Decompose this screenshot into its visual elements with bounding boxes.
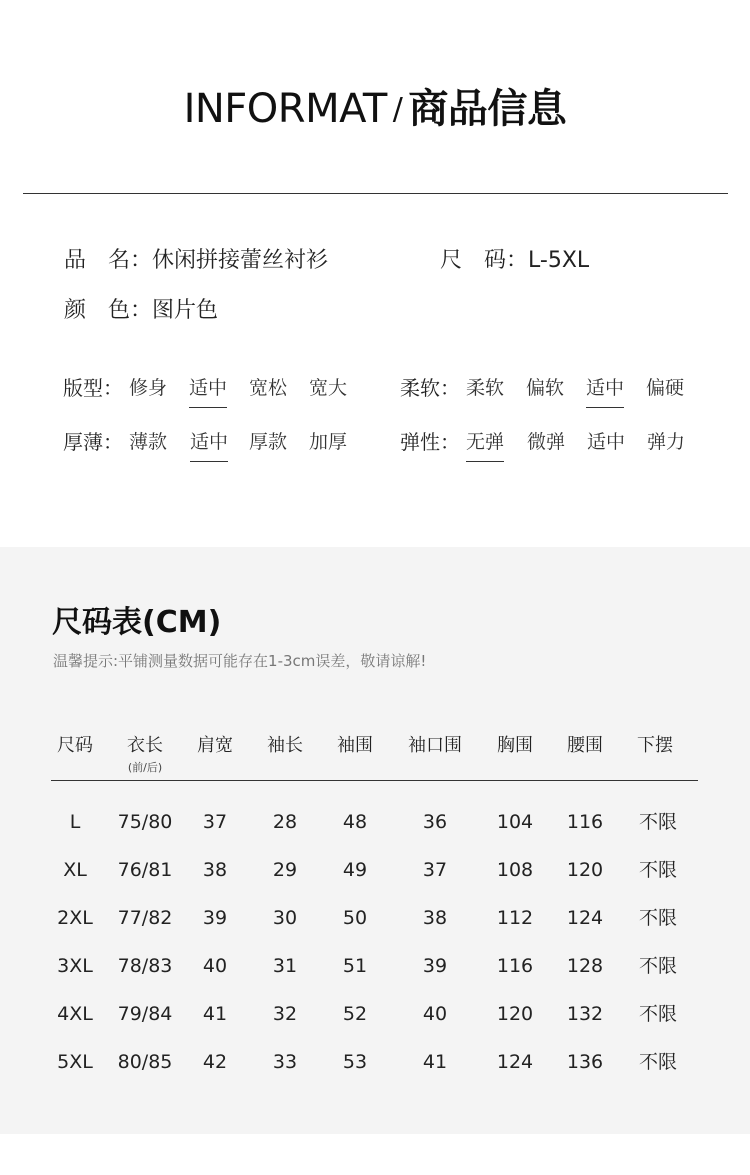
product-name-row (64, 247, 328, 275)
cell-cuff: 38 (422, 907, 448, 929)
attr-thickness-option: 厚款 (249, 431, 288, 453)
cell-cuff: 40 (422, 1003, 448, 1025)
cell-waist: 116 (566, 811, 604, 833)
attr-softness-option: 柔软 (466, 377, 505, 399)
product-size-row (440, 247, 589, 275)
title-en: INFORMAT (183, 86, 387, 132)
attr-thickness-option: 加厚 (309, 431, 348, 453)
cell-arm: 53 (342, 1051, 368, 1073)
attr-thickness-option: 薄款 (129, 431, 168, 453)
attr-softness-label: 柔软： (400, 376, 460, 400)
header-sleeve: 袖长 (267, 735, 303, 756)
cell-waist: 128 (566, 955, 604, 977)
cell-waist: 124 (566, 907, 604, 929)
cell-sleeve: 30 (272, 907, 298, 929)
cell-shoulder: 40 (202, 955, 228, 977)
size-chart-note: 温馨提示:平铺测量数据可能存在1-3cm误差，敬请谅解! (53, 652, 427, 670)
cell-chest: 124 (496, 1051, 534, 1073)
cell-cuff: 37 (422, 859, 448, 881)
cell-shoulder: 38 (202, 859, 228, 881)
header-length-sub: (前/后) (127, 761, 163, 774)
header-divider (23, 193, 728, 194)
cell-cuff: 39 (422, 955, 448, 977)
table-row (0, 999, 750, 1029)
cell-sleeve: 29 (272, 859, 298, 881)
cell-chest: 112 (496, 907, 534, 929)
table-row (0, 855, 750, 885)
cell-hem: 不限 (638, 1051, 678, 1073)
product-color-value: 图片色 (152, 298, 219, 323)
cell-chest: 116 (496, 955, 534, 977)
cell-size: 2XL (57, 907, 93, 929)
attr-elasticity-option: 适中 (587, 431, 626, 453)
cell-arm: 49 (342, 859, 368, 881)
cell-size: 4XL (57, 1003, 93, 1025)
attr-fit-option-selected: 适中 (189, 377, 228, 399)
attr-elasticity-label: 弹性： (400, 430, 460, 454)
attr-elasticity-option: 微弹 (527, 431, 566, 453)
attr-fit-label: 版型： (63, 376, 123, 400)
attr-thickness-label: 厚薄： (63, 430, 123, 454)
cell-length: 78/83 (117, 955, 173, 977)
cell-sleeve: 33 (272, 1051, 298, 1073)
table-divider (51, 780, 698, 781)
attr-softness-option: 偏软 (526, 377, 565, 399)
cell-chest: 104 (496, 811, 534, 833)
cell-hem: 不限 (638, 907, 678, 929)
cell-size: 5XL (57, 1051, 93, 1073)
cell-chest: 108 (496, 859, 534, 881)
header-cuff: 袖口围 (408, 735, 462, 756)
cell-waist: 136 (566, 1051, 604, 1073)
cell-waist: 120 (566, 859, 604, 881)
cell-shoulder: 37 (202, 811, 228, 833)
attr-elasticity-option-selected: 无弹 (466, 431, 505, 453)
cell-arm: 48 (342, 811, 368, 833)
cell-length: 75/80 (117, 811, 173, 833)
cell-hem: 不限 (638, 955, 678, 977)
header-chest: 胸围 (497, 735, 533, 756)
cell-chest: 120 (496, 1003, 534, 1025)
attr-fit-option: 宽大 (309, 377, 348, 399)
product-size-label: 尺 码： (440, 248, 529, 273)
attr-fit-option: 宽松 (249, 377, 288, 399)
product-name-label: 品 名： (64, 248, 153, 273)
cell-arm: 51 (342, 955, 368, 977)
page-title (0, 84, 750, 138)
cell-length: 76/81 (117, 859, 173, 881)
header-shoulder: 肩宽 (197, 735, 233, 756)
header-size: 尺码 (57, 735, 93, 756)
product-size-value: L-5XL (528, 248, 590, 273)
product-name-value: 休闲拼接蕾丝衬衫 (152, 248, 329, 273)
cell-waist: 132 (566, 1003, 604, 1025)
title-separator: / (392, 92, 403, 127)
header-hem: 下摆 (637, 735, 673, 756)
cell-sleeve: 32 (272, 1003, 298, 1025)
cell-arm: 50 (342, 907, 368, 929)
cell-cuff: 36 (422, 811, 448, 833)
attr-thickness-option-selected: 适中 (190, 431, 229, 453)
header-waist: 腰围 (567, 735, 603, 756)
cell-hem: 不限 (638, 1003, 678, 1025)
cell-shoulder: 42 (202, 1051, 228, 1073)
cell-arm: 52 (342, 1003, 368, 1025)
product-color-label: 颜 色： (64, 298, 153, 323)
cell-sleeve: 28 (272, 811, 298, 833)
table-row (0, 951, 750, 981)
attr-fit-option: 修身 (129, 377, 168, 399)
cell-size: XL (63, 859, 87, 881)
title-zh: 商品信息 (408, 86, 567, 132)
cell-hem: 不限 (638, 859, 678, 881)
cell-shoulder: 41 (202, 1003, 228, 1025)
attr-softness-option-selected: 适中 (586, 377, 625, 399)
table-row (0, 903, 750, 933)
table-row (0, 807, 750, 837)
header-arm: 袖围 (337, 735, 373, 756)
product-color-row (64, 297, 218, 325)
table-row (0, 1047, 750, 1077)
cell-sleeve: 31 (272, 955, 298, 977)
cell-shoulder: 39 (202, 907, 228, 929)
header-length: 衣长 (127, 735, 163, 756)
cell-length: 77/82 (117, 907, 173, 929)
cell-cuff: 41 (422, 1051, 448, 1073)
cell-size: L (69, 811, 81, 833)
cell-length: 79/84 (117, 1003, 173, 1025)
size-chart-title: 尺码表(CM) (52, 605, 222, 640)
attr-softness-option: 偏硬 (646, 377, 685, 399)
cell-length: 80/85 (117, 1051, 173, 1073)
attr-elasticity-option: 弹力 (647, 431, 686, 453)
cell-size: 3XL (57, 955, 93, 977)
cell-hem: 不限 (638, 811, 678, 833)
